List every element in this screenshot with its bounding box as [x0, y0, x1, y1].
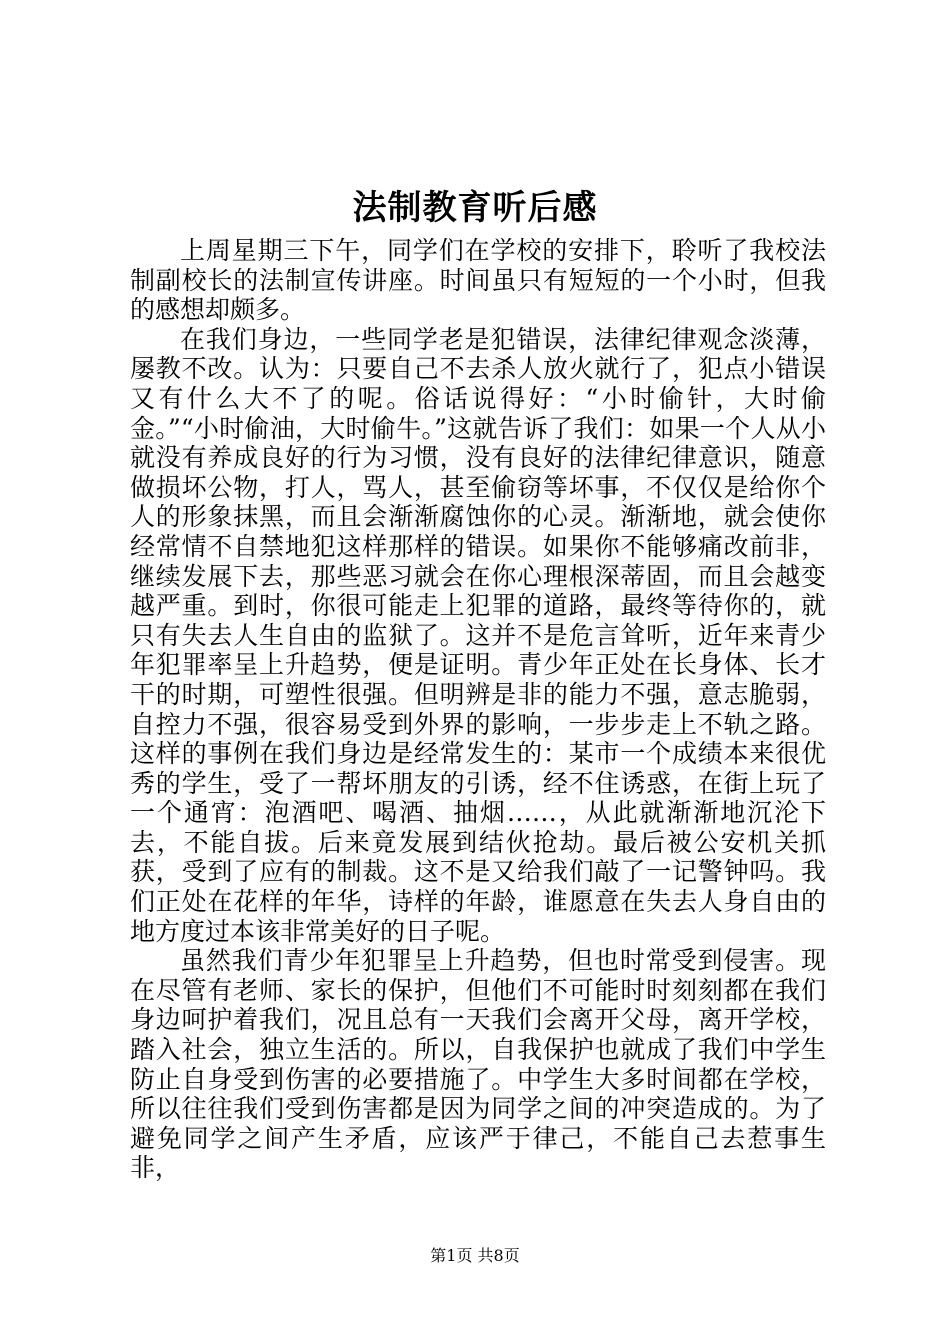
paragraph-1: 上周星期三下午，同学们在学校的安排下，聆听了我校法制副校长的法制宣传讲座。时间虽只有短短的一个小时，但我的感想却颇多。 — [130, 236, 826, 325]
page-footer: 第1页 共8页 — [430, 1246, 520, 1265]
paragraph-2: 在我们身边，一些同学老是犯错误，法律纪律观念淡薄，屡教不改。认为：只要自己不去杀人放火就行了，犯点小错误又有什么大不了的呢。俗话说得好：“小时偷针，大时偷金。”“小时偷油，大时偷牛。”这就告诉了我们：如果一个人从小就没有养成良好的行为习惯，没有良好的法律纪律意识，随意做损坏公物，打人，骂人，甚至偷窃等坏事，不仅仅是给你个人的形象抹黑，而且会渐渐腐蚀你的心灵。渐渐地，就会使你经常情不自禁地犯这样那样的错误。如果你不能够痛改前非，继续发展下去，那些恶习就会在你心理根深蒂固，而且会越变越严重。到时，你很可能走上犯罪的道路，最终等待你的，就只有失去人生自由的监狱了。这并不是危言耸听，近年来青少年犯罪率呈上升趋势，便是证明。青少年正处在长身体、长才干的时期，可塑性很强。但明辨是非的能力不强，意志脆弱，自控力不强，很容易受到外界的影响，一步步走上不轨之路。这样的事例在我们身边是经常发生的：某市一个成绩本来很优秀的学生，受了一帮坏朋友的引诱，经不住诱惑，在街上玩了一个通宵：泡酒吧、喝酒、抽烟……，从此就渐渐地沉沦下去，不能自拔。后来竟发展到结伙抢劫。最后被公安机关抓获，受到了应有的制裁。这不是又给我们敲了一记警钟吗。我们正处在花样的年华，诗样的年龄，谁愿意在失去人身自由的地方度过本该非常美好的日子呢。 — [130, 324, 826, 946]
document-title: 法制教育听后感 — [352, 188, 598, 228]
paragraph-3: 虽然我们青少年犯罪呈上升趋势，但也时常受到侵害。现在尽管有老师、家长的保护，但他们不可能时时刻刻都在我们身边呵护着我们，况且总有一天我们会离开父母，离开学校，踏入社会，独立生活的。所以，自我保护也就成了我们中学生防止自身受到伤害的必要措施了。中学生大多时间都在学校，所以往往我们受到伤害都是因为同学之间的冲突造成的。为了避免同学之间产生矛盾，应该严于律己，不能自己去惹事生非， — [130, 946, 826, 1183]
document-body — [130, 236, 826, 1183]
